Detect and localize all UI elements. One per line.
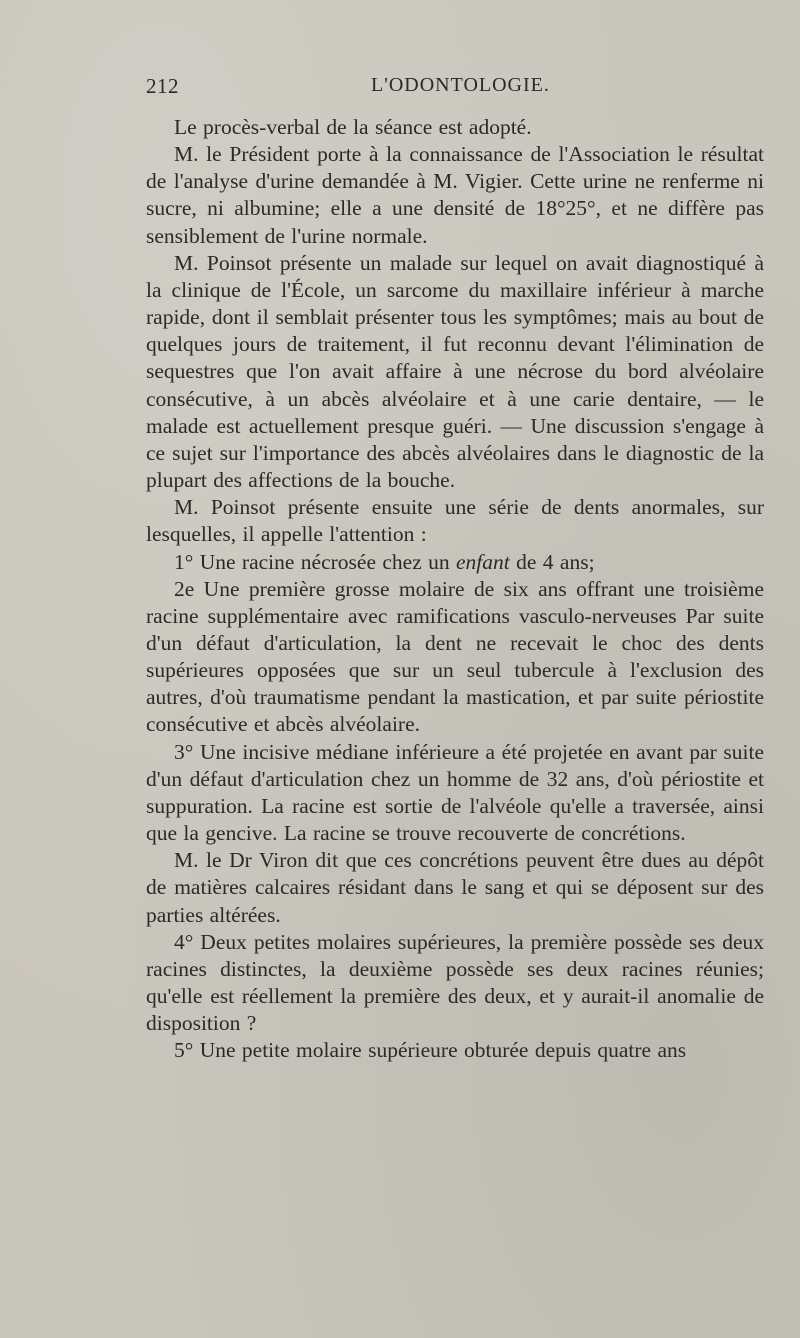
list-item-3: 3° Une incisive médiane inférieure a été projetée en avant par suite d'un défaut d'articulation chez un homme de 32 ans, d'où périostite et suppuration. La racine est sortie de l'alvéole qu'elle a traversée, ainsi que la gencive. La racine se trouve recouverte de concrétions. <box>146 739 764 846</box>
running-title: L'ODONTOLOGIE. <box>371 74 550 96</box>
paragraph-minutes-adopted: Le procès-verbal de la séance est adopté. <box>174 115 532 139</box>
page-header <box>146 74 766 106</box>
paragraph-viron-remark: M. le Dr Viron dit que ces concrétions peuvent être dues au dépôt de matières calcaires résidant dans le sang et qui se déposent sur des parties altérées. <box>146 848 764 927</box>
list-item-1 <box>146 549 764 576</box>
list-item-2: 2e Une première grosse molaire de six ans offrant une troisième racine supplémentaire avec ramifications vasculo-nerveuses Par suite d'un défaut d'articulation, la dent ne recevait le choc des dents supérieures opposées que sur un seul tubercule à l'exclusion des autres, d'où traumatisme pendant la mastication, et par suite périostite consécutive et abcès alvéolaire. <box>146 576 764 737</box>
page-number: 212 <box>146 74 179 98</box>
paragraph-poinsot-patient: M. Poinsot présente un malade sur lequel on avait diagnostiqué à la clinique de l'École, un sarcome du maxillaire inférieur à marche rapide, dont il semblait présenter tous les symptômes; mais au bout de quelques jours de traitement, il fut reconnu devant l'élimination de sequestres que l'on avait affaire à une nécrose du bord alvéolaire consécutive, à un abcès alvéolaire et à une carie dentaire, — le malade est actuellement presque guéri. — Une discussion s'engage à ce sujet sur l'importance des abcès alvéolaires dans le diagnostic de la plupart des affections de la bouche. <box>146 250 764 493</box>
list-item-4: 4° Deux petites molaires supérieures, la première possède ses deux racines distinctes, la deuxième possède ses deux racines réunies; qu'elle est réellement la première des deux, et y aurait-il anomalie de disposition ? <box>146 929 764 1036</box>
page-body <box>146 114 764 1064</box>
list-item-1-after: de 4 ans; <box>509 549 595 574</box>
paragraph-abnormal-teeth-intro: M. Poinsot présente ensuite une série de dents anormales, sur lesquelles, il appelle l'attention : <box>146 495 764 547</box>
paragraph-urine-analysis: M. le Président porte à la connaissance de l'Association le résultat de l'analyse d'urine demandée à M. Vigier. Cette urine ne renferme ni sucre, ni albumine; elle a une densité de 18°25°, et ne diffère pas sensiblement de l'urine normale. <box>146 142 764 248</box>
list-item-1-emphasis: enfant <box>456 549 510 574</box>
list-item-5: 5° Une petite molaire supérieure obturée depuis quatre ans <box>174 1038 687 1063</box>
list-item-1-before: 1° Une racine nécrosée chez un <box>174 549 457 574</box>
